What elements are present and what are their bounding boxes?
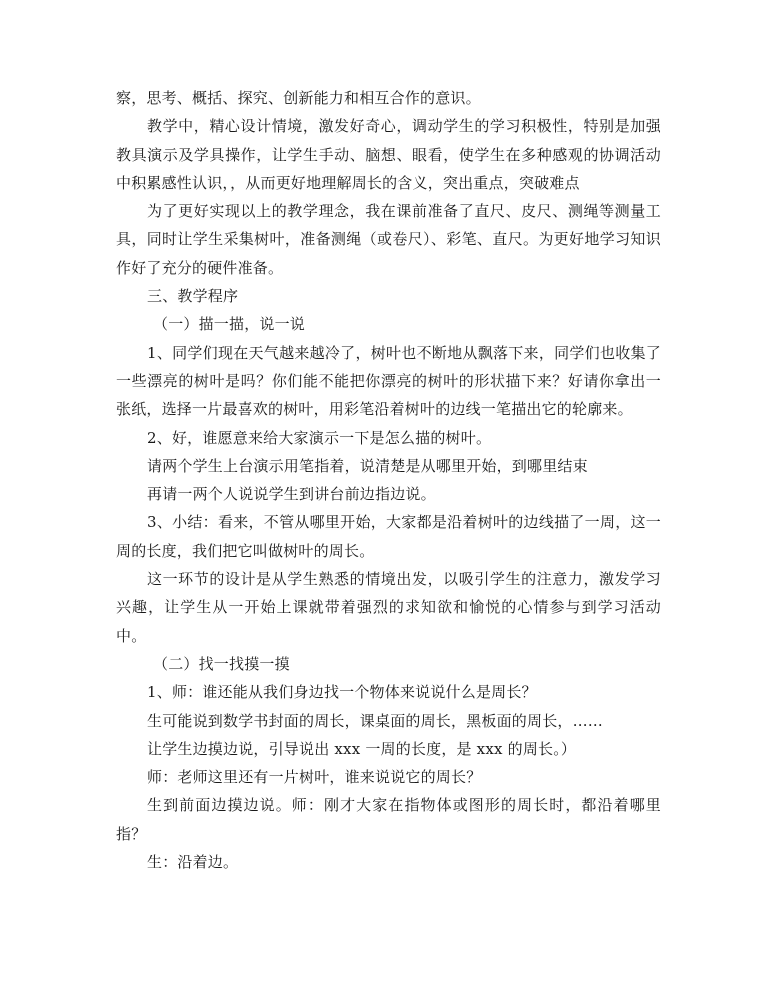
paragraph-12: 让学生边摸边说，引导说出 xxx 一周的长度，是 xxx 的周长。） [147, 739, 577, 758]
paragraph-10: 1、师：谁还能从我们身边找一个物体来说说什么是周长？ [147, 683, 537, 702]
paragraph-4: 1、同学们现在天气越来越冷了，树叶也不断地从飘落下来，同学们也收集了一些漂亮的树叶是吗？你们能不能把你漂亮的树叶的形状描下来？好请你拿出一张纸，选择一片最喜欢的树叶，用彩笔沿着树叶的边线一笔描出它的轮廓来。 [116, 343, 661, 419]
paragraph-9: 这一环节的设计是从学生熟悉的情境出发，以吸引学生的注意力，激发学习兴趣，让学生从一开始上课就带着强烈的求知欲和愉悦的心情参与到学习活动中。 [116, 570, 661, 645]
paragraph-2: 教学中，精心设计情境，激发好奇心，调动学生的学习积极性，特别是加强教具演示及学具操作，让学生手动、脑想、眼看，使学生在多种感观的协调活动中积累感性认识，，从而更好地理解周长的含义，突出重点，突破难点 [116, 117, 661, 192]
paragraph-13: 师：老师这里还有一片树叶，谁来说说它的周长？ [147, 768, 482, 787]
paragraph-6: 请两个学生上台演示用笔指着，说清楚是从哪里开始，到哪里结束 [147, 456, 588, 475]
subsection-heading-1: （一）描一描，说一说 [153, 315, 306, 334]
paragraph-1: 察，思考、概括、探究、创新能力和相互合作的意识。 [116, 89, 481, 107]
paragraph-11: 生可能说到数学书封面的周长，课桌面的周长，黑板面的周长，…… [147, 711, 604, 730]
paragraph-7: 再请一两个人说说学生到讲台前边指边说。 [147, 485, 436, 504]
paragraph-14: 生到前面边摸边说。师：刚才大家在指物体或图形的周长时，都沿着哪里指？ [116, 796, 661, 843]
document-body [116, 84, 661, 876]
paragraph-8: 3、小结：看来，不管从哪里开始，大家都是沿着树叶的边线描了一周，这一周的长度，我们把它叫做树叶的周长。 [116, 513, 661, 560]
paragraph-5: 2、好，谁愿意来给大家演示一下是怎么描的树叶。 [147, 428, 492, 447]
paragraph-3: 为了更好实现以上的教学理念，我在课前准备了直尺、皮尺、测绳等测量工具，同时让学生采集树叶，准备测绳（或卷尺）、彩笔、直尺。为更好地学习知识作好了充分的硬件准备。 [116, 202, 661, 277]
paragraph-15: 生：沿着边。 [147, 853, 239, 872]
section-heading-teaching-procedure: 三、教学程序 [147, 287, 239, 306]
subsection-heading-2: （二）找一找摸一摸 [153, 654, 290, 673]
